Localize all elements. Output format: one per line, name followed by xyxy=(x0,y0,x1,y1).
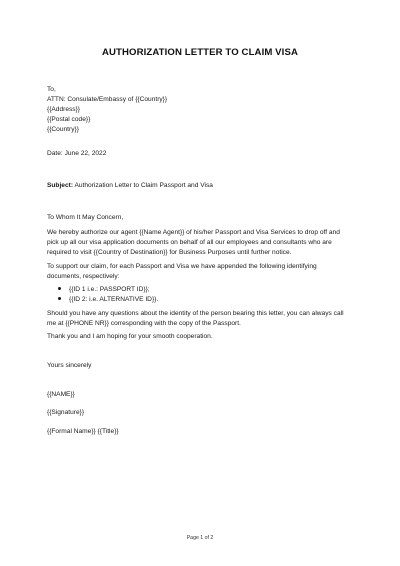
formal-name-text: {{Formal Name}} {{Title}} xyxy=(47,428,119,435)
document-title: AUTHORIZATION LETTER TO CLAIM VISA xyxy=(102,47,298,58)
list-item xyxy=(58,285,158,295)
subject-label: Subject: xyxy=(47,182,74,189)
subject-line xyxy=(47,181,213,191)
paragraph-authorization xyxy=(47,228,340,258)
signature-placeholder xyxy=(47,408,84,418)
closing-text: Yours sincerely xyxy=(47,362,92,369)
paragraph-line: Thank you and I am hoping for your smooth cooperation. xyxy=(47,333,213,340)
signer-name xyxy=(47,390,75,400)
date-text: Date: June 22, 2022 xyxy=(47,150,107,157)
salutation xyxy=(47,213,123,223)
list-item xyxy=(58,295,158,305)
paragraph-line: pick up all our visa application documents on behalf of all our employees and consultants who are xyxy=(47,239,332,246)
page-number: Page 1 of 2 xyxy=(186,535,214,541)
paragraph-line: me at {{PHONE NR}} corresponding with the copy of the Passport. xyxy=(47,320,241,327)
id-list xyxy=(58,285,158,305)
paragraph-line: required to visit {{Country of Destination}} for Business Purposes until further notice. xyxy=(47,249,292,256)
recipient-address xyxy=(47,85,167,135)
formal-name-title xyxy=(47,427,119,437)
paragraph-line: Should you have any questions about the identity of the person bearing this letter, you can always call xyxy=(47,310,344,317)
paragraph-support xyxy=(47,262,317,282)
address-attn: ATTN: Consulate/Embassy of {{Country}} xyxy=(47,96,168,103)
bullet-icon xyxy=(58,297,61,300)
salutation-text: To Whom It May Concern, xyxy=(47,214,124,221)
address-country: {{Country}} xyxy=(47,126,79,133)
paragraph-line: documents, respectively: xyxy=(47,273,120,280)
subject-text: Authorization Letter to Claim Passport and Visa xyxy=(74,182,213,189)
address-street: {{Address}} xyxy=(47,106,80,113)
bullet-icon xyxy=(58,287,61,290)
closing xyxy=(47,361,91,371)
paragraph-thanks xyxy=(47,332,213,342)
address-postal: {{Postal code}} xyxy=(47,116,91,123)
paragraph-line: We hereby authorize our agent {{Name Agent}} of his/her Passport and Visa Services to drop off and xyxy=(47,229,340,236)
paragraph-line: To support our claim, for each Passport and Visa we have appended the following identifying xyxy=(47,263,317,270)
letter-date xyxy=(47,149,106,159)
list-item-text: {{ID 1 i.e.: PASSPORT ID}}; xyxy=(69,286,150,293)
signer-name-text: {{NAME}} xyxy=(47,391,75,398)
address-to: To, xyxy=(47,86,56,93)
signature-text: {{Signature}} xyxy=(47,409,85,416)
paragraph-questions xyxy=(47,309,344,329)
list-item-text: {{ID 2: i.e. ALTERNATIVE ID}}. xyxy=(69,296,159,303)
